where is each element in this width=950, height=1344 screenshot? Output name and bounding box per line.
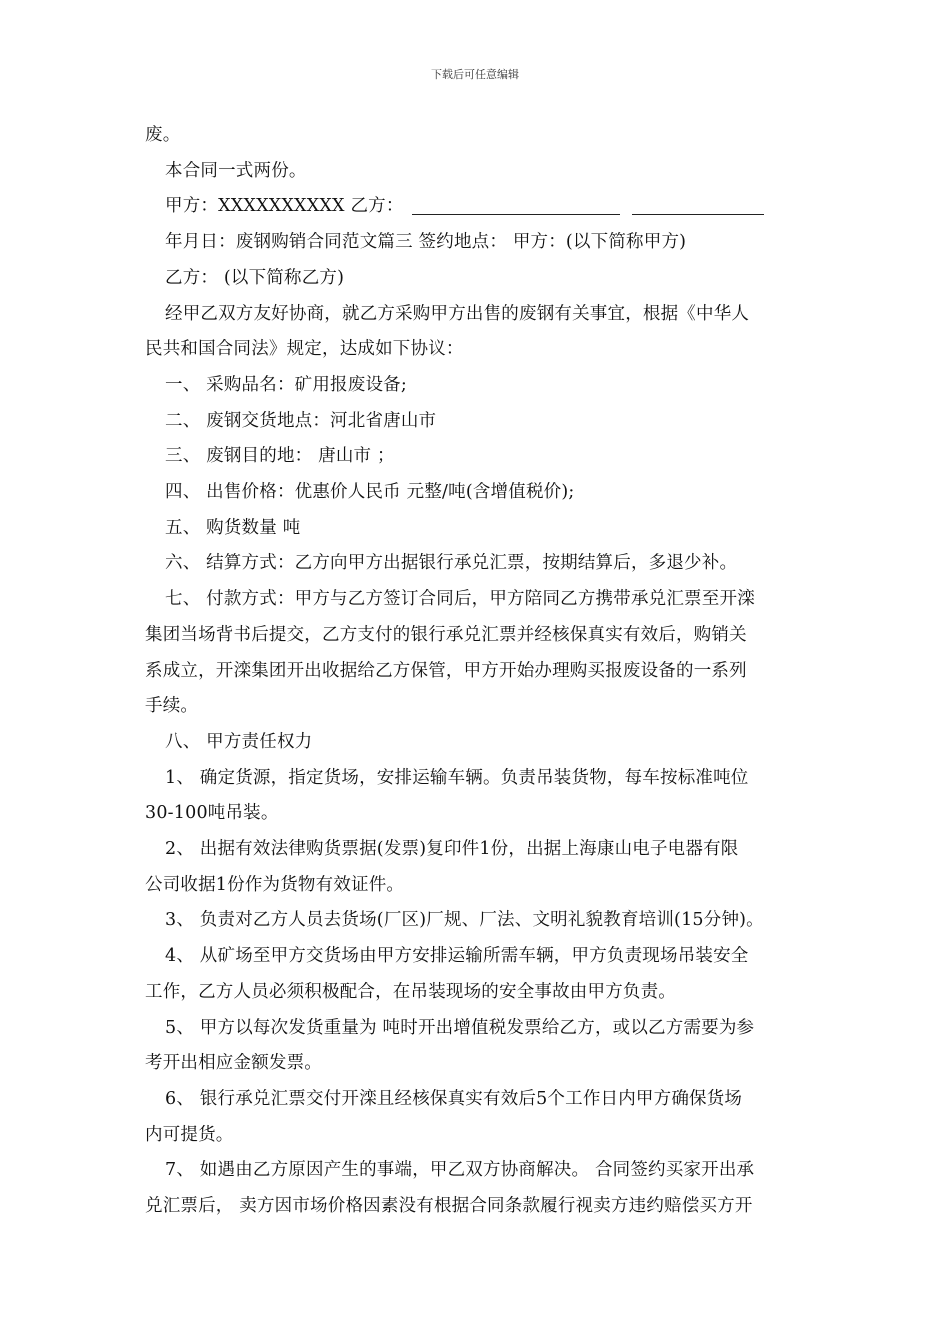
document-line [145,582,810,618]
page-header: 下载后可任意编辑 [431,68,519,81]
document-line [145,297,810,333]
line-text: 兑汇票后， 卖方因市场价格因素没有根据合同条款履行视卖方违约赔偿买方开 [145,1196,753,1217]
document-line [145,1189,810,1225]
signature-blank-1 [412,213,620,215]
document-line [145,939,810,975]
document-line [145,761,810,797]
document-line [145,439,810,475]
line-text: 7、 如遇由乙方原因产生的事端，甲乙双方协商解决。 合同签约买家开出承 [165,1160,755,1181]
line-text: 三、 废钢目的地： 唐山市 ； [165,446,395,467]
line-text: 四、 出售价格：优惠价人民币 元整/吨(含增值税价); [165,482,575,503]
document-line [145,225,810,261]
document-line [145,189,810,225]
document-line [145,903,810,939]
line-text: 甲方：XXXXXXXXXX 乙方： [165,196,404,217]
document-line [145,654,810,690]
line-text: 五、 购货数量 吨 [165,517,301,538]
line-text: 2、 出据有效法律购货票据(发票)复印件1份，出据上海康山电子电器有限 [165,839,739,860]
document-line [145,1153,810,1189]
line-text: 废。 [145,125,181,145]
document-line [145,332,810,368]
line-text: 八、 甲方责任权力 [165,731,313,752]
document-line [145,796,810,832]
line-text: 公司收据1份作为货物有效证件。 [145,874,405,895]
line-text: 年月日：废钢购销合同范文篇三 签约地点： 甲方：(以下简称甲方) [165,232,687,253]
line-text: 民共和国合同法》规定，达成如下协议： [145,339,464,360]
line-text: 本合同一式两份。 [165,160,307,181]
line-text: 3、 负责对乙方人员去货场(厂区)厂规、厂法、文明礼貌教育培训(15分钟)。 [165,910,764,931]
line-text: 一、 采购品名：矿用报废设备; [165,374,407,395]
line-text: 6、 银行承兑汇票交付开滦且经核保真实有效后5个工作日内甲方确保货场 [165,1088,743,1109]
document-line [145,725,810,761]
document-line [145,511,810,547]
document-line [145,368,810,404]
line-text: 4、 从矿场至甲方交货场由甲方安排运输所需车辆，甲方负责现场吊装安全 [165,946,749,967]
line-text: 工作，乙方人员必须积极配合，在吊装现场的安全事故由甲方负责。 [145,981,676,1002]
document-line [145,689,810,725]
line-text: 二、 废钢交货地点：河北省唐山市 [165,410,437,431]
line-text: 经甲乙双方友好协商，就乙方采购甲方出售的废钢有关事宜，根据《中华人 [165,303,750,324]
document-line [145,618,810,654]
document-line [145,154,810,190]
line-text: 六、 结算方式：乙方向甲方出据银行承兑汇票，按期结算后，多退少补。 [165,553,738,574]
document-body [145,118,810,1225]
line-text: 集团当场背书后提交，乙方支付的银行承兑汇票并经核保真实有效后，购销关 [145,624,747,645]
line-text: 30-100吨吊装。 [145,803,279,824]
document-line [145,475,810,511]
document-line [145,1082,810,1118]
line-text: 七、 付款方式：甲方与乙方签订合同后，甲方陪同乙方携带承兑汇票至开滦 [165,589,755,610]
line-text: 内可提货。 [145,1124,234,1145]
document-line [145,546,810,582]
line-text: 乙方： (以下简称乙方) [165,267,345,288]
document-line [145,404,810,440]
document-line [145,832,810,868]
document-line [145,975,810,1011]
line-text: 考开出相应金额发票。 [145,1053,322,1074]
document-line [145,118,810,154]
line-text: 5、 甲方以每次发货重量为 吨时开出增值税发票给乙方，或以乙方需要为参 [165,1017,755,1038]
line-text: 手续。 [145,696,199,717]
document-line [145,868,810,904]
document-line [145,1118,810,1154]
document-line [145,1011,810,1047]
line-text: 1、 确定货源，指定货场，安排运输车辆。负责吊装货物，每车按标准吨位 [165,767,749,788]
document-line [145,1046,810,1082]
document-line [145,261,810,297]
signature-blank-2 [632,213,764,215]
line-text: 系成立，开滦集团开出收据给乙方保管，甲方开始办理购买报废设备的一系列 [145,660,747,681]
